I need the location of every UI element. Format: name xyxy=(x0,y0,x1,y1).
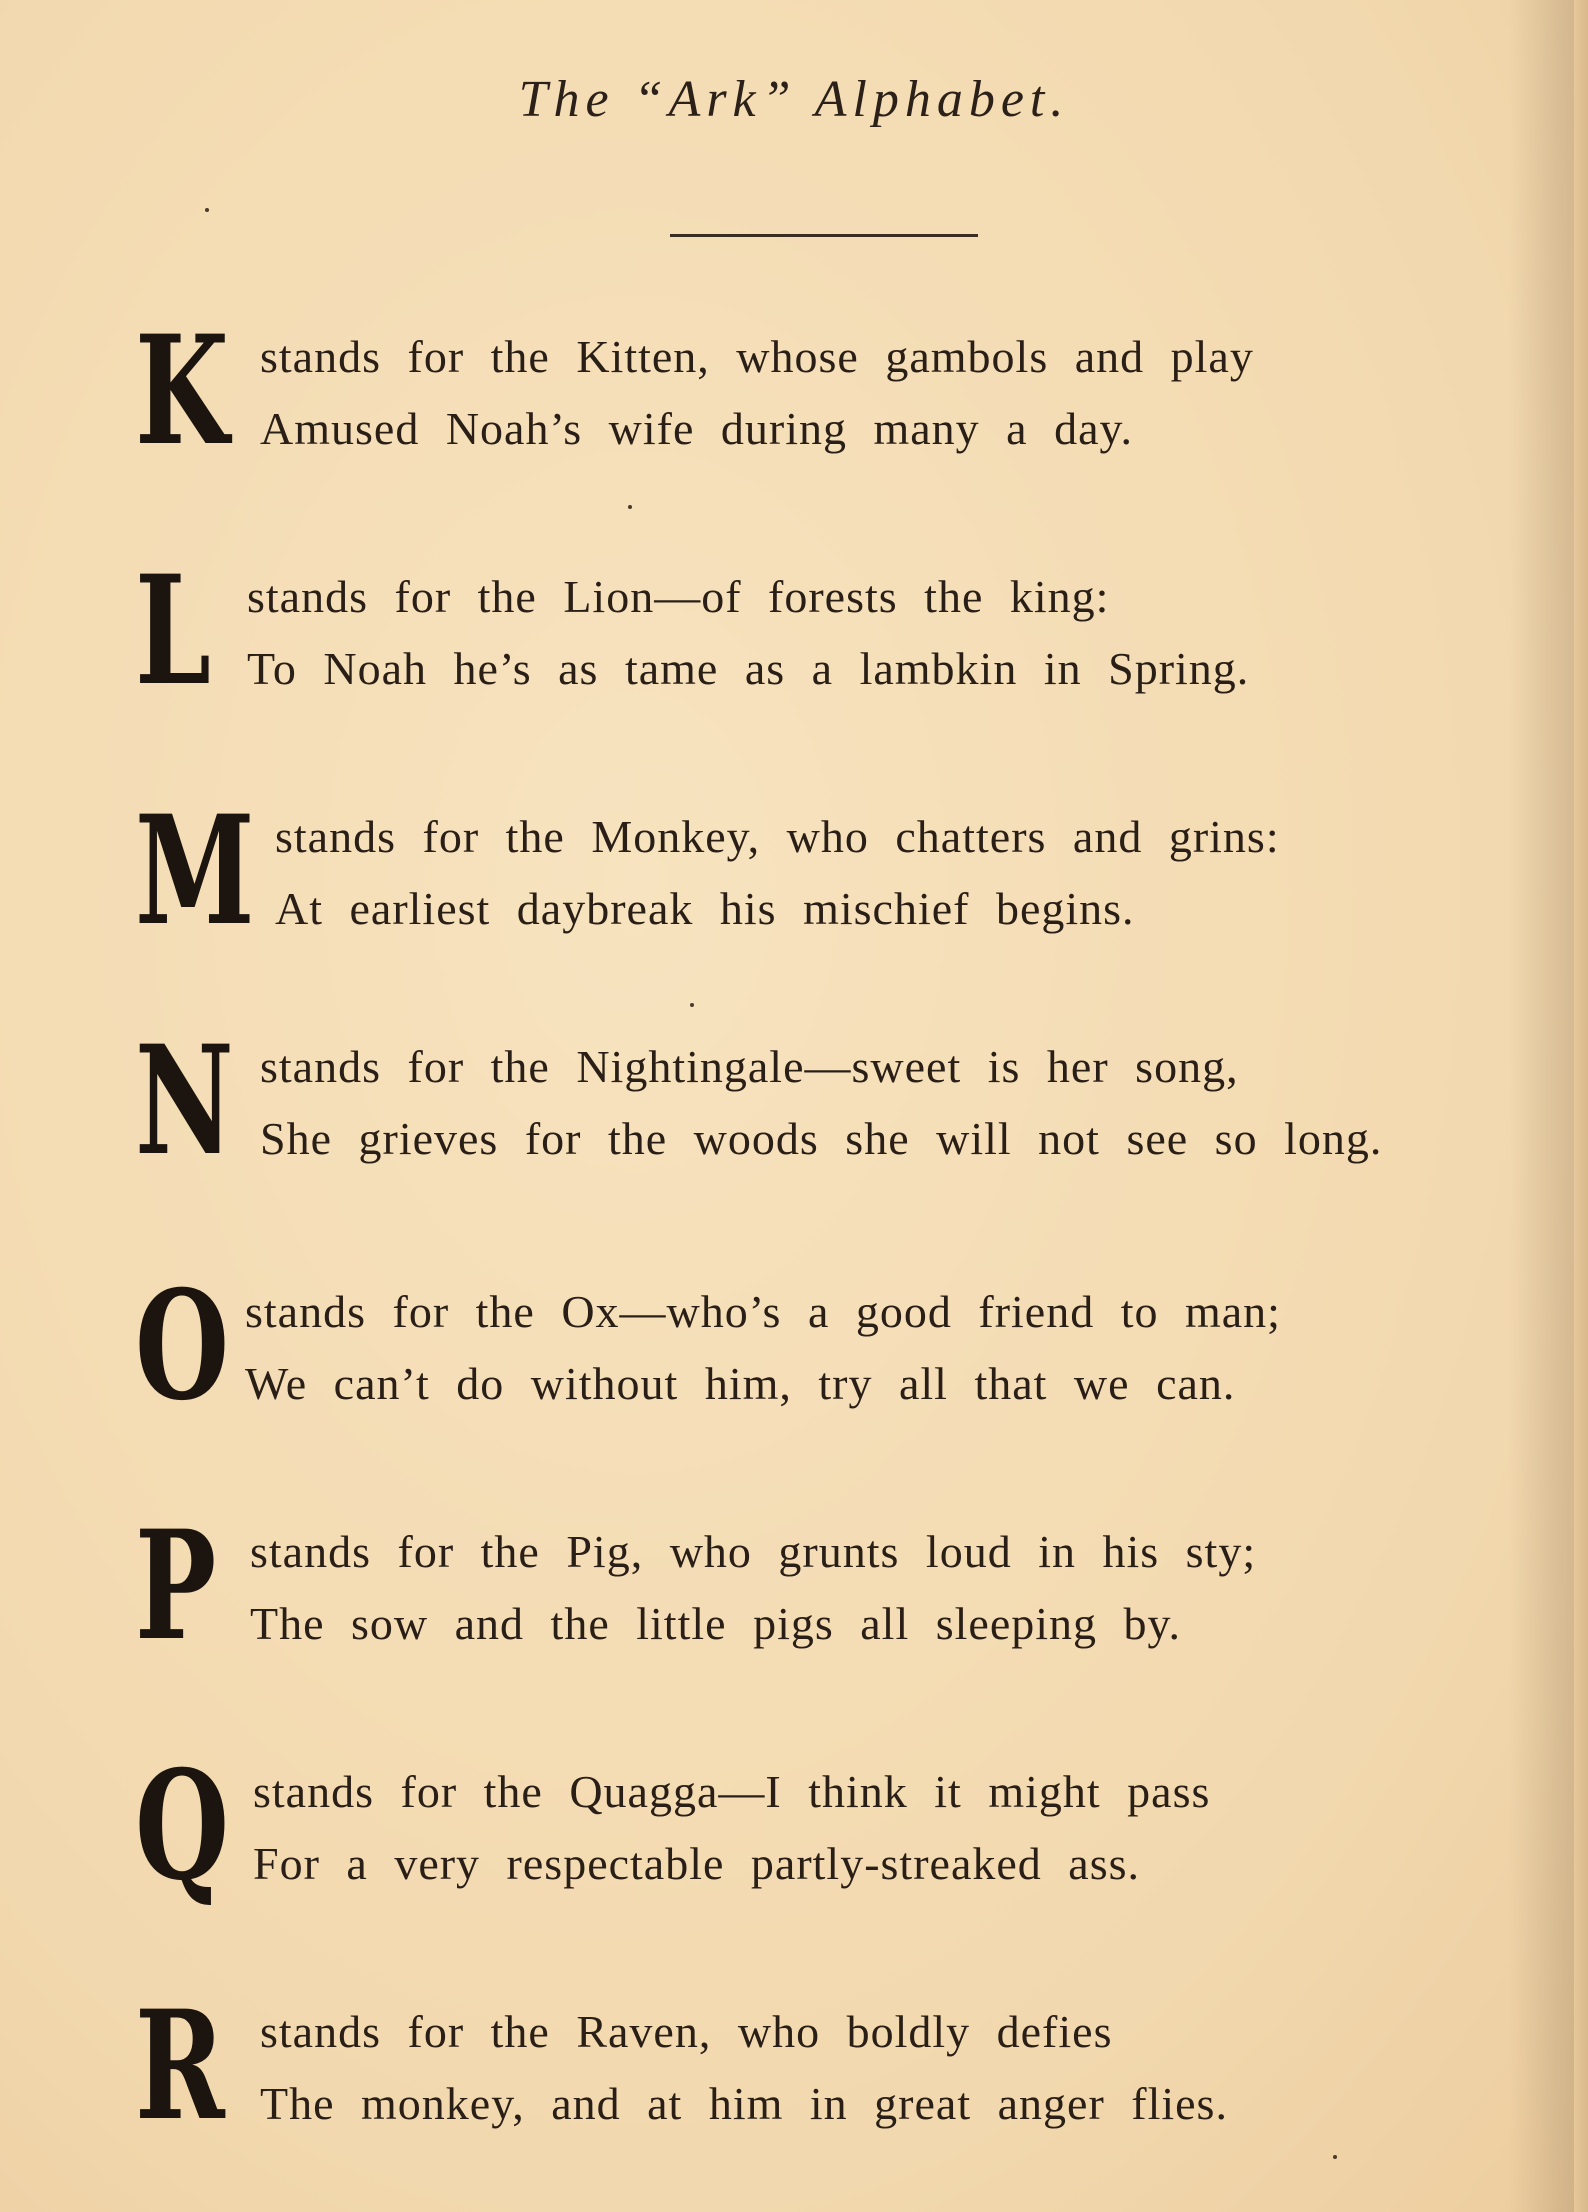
paper-speck xyxy=(1333,2155,1337,2159)
verse-line: stands for the Ox—who’s a good friend to man; xyxy=(245,1286,1281,1337)
verse-line: stands for the Kitten, whose gambols and play xyxy=(260,331,1254,382)
verse-line: stands for the Raven, who boldly defies xyxy=(260,2006,1113,2057)
verse-line: stands for the Nightingale—sweet is her song, xyxy=(260,1041,1239,1092)
drop-cap-letter: Q xyxy=(135,1738,230,1914)
drop-cap-letter: K xyxy=(135,303,229,479)
drop-cap-letter: R xyxy=(135,1978,225,2154)
paper-speck xyxy=(690,1003,694,1007)
verse-line: She grieves for the woods she will not see so long. xyxy=(260,1113,1383,1164)
stanza-r xyxy=(135,1978,1535,2154)
verse-line: At earliest daybreak his mischief begins. xyxy=(275,883,1135,934)
stanza-l xyxy=(135,543,1535,719)
paper-speck xyxy=(205,208,209,212)
verse-line: stands for the Pig, who grunts loud in his sty; xyxy=(250,1526,1257,1577)
stanza-p xyxy=(135,1498,1535,1674)
stanza-o xyxy=(135,1258,1535,1434)
title-rule-divider xyxy=(670,234,978,237)
verse-line: stands for the Monkey, who chatters and grins: xyxy=(275,811,1280,862)
verse-line: For a very respectable partly-streaked ass. xyxy=(253,1838,1141,1889)
verse-line: stands for the Lion—of forests the king: xyxy=(247,571,1110,622)
page-title: The “Ark” Alphabet. xyxy=(518,71,1070,128)
drop-cap-letter: P xyxy=(135,1498,217,1674)
page-edge-shadow xyxy=(1574,0,1588,2212)
verse-line: To Noah he’s as tame as a lambkin in Spring. xyxy=(247,643,1250,694)
verse-line: We can’t do without him, try all that we can. xyxy=(245,1358,1236,1409)
paper-speck xyxy=(628,505,632,509)
drop-cap-letter: O xyxy=(135,1258,230,1434)
verse-line: stands for the Quagga—I think it might pass xyxy=(253,1766,1211,1817)
drop-cap-letter: L xyxy=(135,543,211,719)
stanza-k xyxy=(135,303,1535,479)
stanza-m xyxy=(135,783,1535,959)
stanza-n xyxy=(135,1013,1535,1189)
verse-line: Amused Noah’s wife during many a day. xyxy=(260,403,1134,454)
verse-line: The monkey, and at him in great anger flies. xyxy=(260,2078,1228,2129)
verse-line: The sow and the little pigs all sleeping by. xyxy=(250,1598,1182,1649)
drop-cap-letter: N xyxy=(135,1013,234,1189)
stanza-q xyxy=(135,1738,1535,1914)
drop-cap-letter: M xyxy=(135,783,255,959)
